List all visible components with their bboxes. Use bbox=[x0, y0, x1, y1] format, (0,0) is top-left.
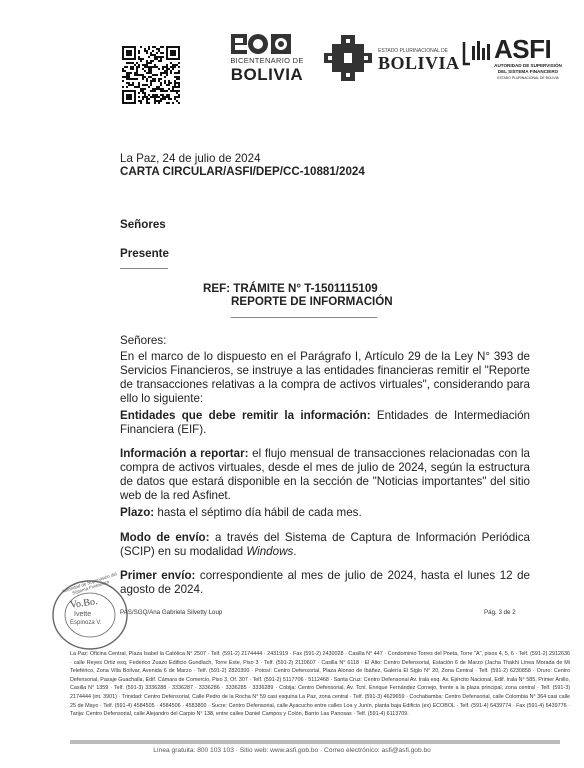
item-submission-mode bbox=[120, 531, 530, 559]
addressee-line-2: Presente bbox=[120, 247, 169, 260]
item-first-submission bbox=[120, 569, 530, 597]
item-entities-label: Entidades que debe remitir la información: bbox=[120, 409, 371, 422]
ref-underline bbox=[231, 317, 377, 318]
footer-contact: Línea gratuita: 800 103 103 · Sitio web: www.asfi.gob.bo · Correo electrónico: asfi@asfi.gob.bo bbox=[153, 747, 431, 754]
item-deadline-label: Plazo: bbox=[120, 506, 155, 519]
addressee-underline bbox=[120, 268, 168, 269]
asfi-bars-icon bbox=[462, 38, 492, 66]
asfi-subtitle bbox=[494, 63, 562, 74]
state-logo bbox=[324, 35, 460, 81]
ref-line-2: REPORTE DE INFORMACIÓN bbox=[231, 295, 393, 308]
item-information bbox=[120, 447, 530, 503]
item-entities-text: Entidades de Intermediación Financiera (EIF). bbox=[120, 409, 530, 436]
approval-stamp bbox=[50, 571, 130, 652]
reference-code: CARTA CIRCULAR/ASFI/DEP/CC-10881/2024 bbox=[120, 165, 365, 178]
asfi-subtitle-line-1: AUTORIDAD DE SUPERVISIÓN bbox=[494, 63, 562, 68]
footer-bar bbox=[70, 740, 560, 744]
asfi-title: ASFI bbox=[494, 34, 552, 64]
asfi-subtitle-line-2: DEL SISTEMA FINANCIERO bbox=[497, 68, 559, 74]
item-entities bbox=[120, 409, 530, 437]
bicentennial-emblem-icon bbox=[227, 32, 307, 56]
asfi-state-label: ESTADO PLURINACIONAL DE BOLIVIA bbox=[497, 76, 559, 80]
addressee-line-1: Señores bbox=[120, 218, 166, 231]
page-number: Pág. 3 de 2 bbox=[484, 609, 516, 616]
item-deadline bbox=[120, 506, 530, 520]
intro-paragraph: En el marco de lo dispuesto en el Parágrafo I, Artículo 29 de la Ley N° 393 de Servicios Financieros, se instruye a las entidades financieras remitir el "Reporte de transacciones relativas a la compra de activos virtuales", considerando para ello lo siguiente: bbox=[120, 350, 530, 405]
place-date: La Paz, 24 de julio de 2024 bbox=[120, 152, 261, 165]
item-submission-mode-label: Modo de envío: bbox=[120, 531, 210, 544]
item-first-submission-text: correspondiente al mes de julio de 2024, hasta el lunes 12 de agosto de 2024. bbox=[120, 569, 530, 596]
stamp-subname: Espinoza V. bbox=[70, 620, 102, 626]
ref-line-1: REF: TRÁMITE N° T-1501115109 bbox=[203, 282, 378, 295]
item-first-submission-label: Primer envío: bbox=[120, 569, 196, 582]
footer-offices: La Paz: Oficina Central, Plaza Isabel la Católica N° 2507 · Telf. (591-2) 2174444 · 2431919 · Fax (591-2) 2430028 · Casilla N° 447 · Condominio Torres del Poeta, Torre "A", pisos 4, 5, 6 · Telf. (591-2) 2912636 · calle Reyes Ortiz esq. Federico Zuazo Edificio Gundlach, Torre Este, Piso 3 · Telf. (591-2) 2110607 · Casilla N° 6118 · El Alto: Centro Defensorial, Estación 6 de Marzo (Jacha Thakhi Línea Morada de Mi Teleférico, Zona Villa Bolívar, Avenida 6 de Marzo · Telf. (591-2) 2820300 · Potosí: Centro Defensorial, Plaza Alonso de Ibáñez, Galería El Siglo N° 20, Zona Central · Telf. (591-2) 6230858 · Oruro: Centro Defensorial, Pasaje Guachalla, Edif. Cámara de Comercio, Piso 3, Of. 307 · Telf. (591-2) 5117706 · 5112468 · Santa Cruz: Centro Defensorial Av. Irala esq. Av. Ejército Nacional, Edif. Irala N° 585, Primer Anillo, Casilla N° 1359 · Telf. (591-3) 3336288 · 3336287 · 3336286 · 3336285 · 3336289 · Cobija: Centro Defensorial, Av. Tcnl. Enrique Fernández Cornejo, frente a la plaza principal, zona central · Telf. (591-3) 2174444 (int. 3901) · Trinidad: Centro Defensorial, Calle Pedro de la Rocha N° 59 casi esquina La Paz, zona central · Telf. (591-3) 4629659 · Cochabamba: Centro Defensorial, calle Colombia N° 364 casi calle 25 de Mayo · Telf. (591-4) 4584505 · 4584506 · 4583800 · Sucre: Centro Defensorial, calle Ayacucho entre calles Loa y Junín, planta baja Edificio (ex) ECOBOL · Telf. (591-4) 6439774 · Fax (591-4) 6439776 · Tarija: Centro Defensorial, calle Alejandro del Carpio N° 138, entre calles Daniel Campos y Colón, Barrio Las Panosas · Telf. (591-4) 6113709. bbox=[70, 651, 570, 718]
item-information-label: Información a reportar: bbox=[120, 447, 249, 460]
item-deadline-text: hasta el séptimo día hábil de cada mes. bbox=[154, 506, 362, 519]
salutation: Señores: bbox=[120, 334, 167, 347]
item-submission-mode-end: . bbox=[293, 545, 297, 558]
qr-code bbox=[122, 46, 180, 104]
stamp-outer-text: Autoridad de Supervisión del Sistema Financiero bbox=[61, 571, 118, 596]
bicentennial-logo bbox=[227, 32, 307, 84]
state-title: BOLIVIA bbox=[378, 53, 460, 73]
asfi-logo bbox=[462, 34, 572, 86]
chakana-cross-icon bbox=[324, 35, 372, 81]
item-submission-mode-text: a través del Sistema de Captura de Información Periódica (SCIP) en su modalidad bbox=[120, 531, 530, 558]
item-submission-mode-italic: Windows bbox=[246, 545, 294, 558]
bicentennial-title: BOLIVIA bbox=[230, 65, 304, 84]
item-information-text: el flujo mensual de transacciones relacionadas con la compra de activos virtuales, desde el mes de julio de 2024, según la estructura de datos que estará disponible en la sección de "Noticias importantes" del sitio web de la red Asfinet. bbox=[120, 447, 530, 502]
stamp-vobo: Vo.Bo. bbox=[69, 596, 99, 611]
initials-line: PAS/SGQ/Ana Gabriela Silvetty Loup bbox=[120, 609, 223, 616]
state-subtitle: ESTADO PLURINACIONAL DE bbox=[378, 48, 449, 54]
stamp-name: Ivette bbox=[74, 611, 92, 618]
bicentennial-subtitle: BICENTENARIO DE bbox=[230, 56, 304, 65]
